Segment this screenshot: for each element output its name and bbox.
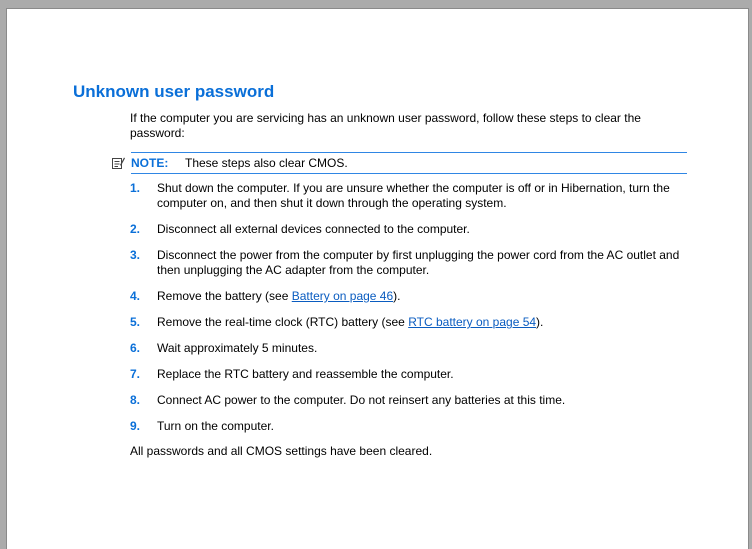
step-item <box>130 419 690 434</box>
step-text: Shut down the computer. If you are unsure whether the computer is off or in Hibernation, turn the computer on, and then shut it down through the operating system. <box>157 181 670 210</box>
document-page <box>6 8 749 549</box>
step-text: Turn on the computer. <box>157 419 274 433</box>
step-number: 4. <box>130 289 141 303</box>
note-text: These steps also clear CMOS. <box>185 156 348 170</box>
rtc-battery-page-link[interactable]: RTC battery on page 54 <box>408 315 537 329</box>
step-number: 5. <box>130 315 141 329</box>
note-box <box>111 152 687 174</box>
battery-page-link[interactable]: Battery on page 46 <box>291 289 394 303</box>
step-text-after: ). <box>393 289 401 303</box>
step-text: Disconnect all external devices connected to the computer. <box>157 222 470 236</box>
step-item <box>130 289 690 304</box>
step-item <box>130 367 690 382</box>
step-number: 7. <box>130 367 141 381</box>
intro-paragraph: If the computer you are servicing has an unknown user password, follow these steps to clear the password: <box>130 111 641 140</box>
note-bottom-rule <box>131 173 687 174</box>
step-item <box>130 248 690 278</box>
step-text-before: Remove the real-time clock (RTC) battery (see <box>157 315 409 329</box>
step-text: Replace the RTC battery and reassemble the computer. <box>157 367 454 381</box>
step-item <box>130 181 690 211</box>
closing-paragraph: All passwords and all CMOS settings have been cleared. <box>130 444 433 458</box>
step-text: Wait approximately 5 minutes. <box>157 341 318 355</box>
step-number: 3. <box>130 248 141 262</box>
note-top-rule <box>131 152 687 153</box>
step-text-before: Remove the battery (see <box>157 289 292 303</box>
step-item <box>130 222 690 237</box>
step-number: 6. <box>130 341 141 355</box>
note-icon <box>111 156 125 170</box>
step-text-after: ). <box>536 315 544 329</box>
note-label: NOTE: <box>131 156 169 170</box>
step-item <box>130 393 690 408</box>
step-number: 9. <box>130 419 141 433</box>
section-title: Unknown user password <box>73 82 275 101</box>
steps-list <box>130 181 690 445</box>
step-text: Connect AC power to the computer. Do not reinsert any batteries at this time. <box>157 393 566 407</box>
step-number: 1. <box>130 181 141 195</box>
step-text: Disconnect the power from the computer by first unplugging the power cord from the AC outlet and then unplugging the AC adapter from the computer. <box>157 248 680 277</box>
step-number: 8. <box>130 393 141 407</box>
step-number: 2. <box>130 222 141 236</box>
step-item <box>130 315 690 330</box>
step-item <box>130 341 690 356</box>
